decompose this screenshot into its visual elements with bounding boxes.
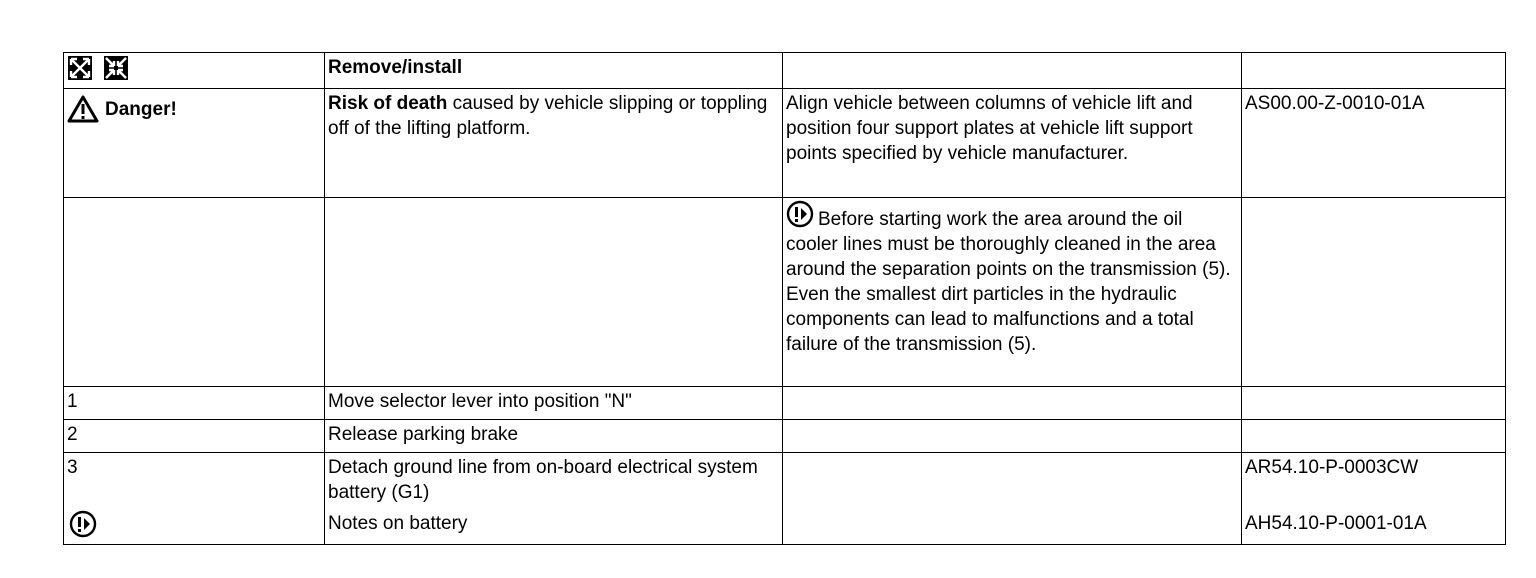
header-row bbox=[64, 53, 1506, 89]
step-text: Detach ground line from on-board electrical system battery (G1) bbox=[328, 457, 758, 503]
step-reference[interactable] bbox=[1242, 420, 1506, 453]
note-icon bbox=[69, 510, 97, 538]
danger-risk-text: Risk of death caused by vehicle slipping or toppling off of the lifting platform. bbox=[325, 89, 783, 198]
procedure-title: Remove/install bbox=[325, 53, 783, 89]
remove-install-symbols bbox=[64, 53, 325, 89]
step-reference[interactable]: AR54.10-P-0003CW bbox=[1245, 457, 1419, 478]
battery-notes-reference[interactable]: AH54.10-P-0001-01A bbox=[1245, 513, 1427, 534]
step-row bbox=[64, 387, 1506, 420]
step-text: Move selector lever into position "N" bbox=[325, 387, 783, 420]
step-text: Release parking brake bbox=[325, 420, 783, 453]
step-reference[interactable] bbox=[1242, 387, 1506, 420]
danger-row bbox=[64, 89, 1506, 198]
warning-triangle-icon bbox=[67, 95, 99, 123]
remove-icon bbox=[67, 55, 93, 81]
procedure-table bbox=[63, 52, 1506, 545]
step-number: 1 bbox=[64, 387, 325, 420]
danger-label: Danger! bbox=[67, 95, 177, 123]
cleaning-note: Before starting work the area around the oil cooler lines must be thoroughly cleaned in the area around the separation points on the transmission (5). Even the smallest dirt particles in the hydraulic components can lead to malfunctions and a total failure of the transmission (5). bbox=[783, 198, 1242, 387]
step-number: 3 bbox=[67, 457, 78, 478]
step-row-3 bbox=[64, 453, 1506, 545]
danger-measure-text: Align vehicle between columns of vehicle lift and position four support plates at vehicle lift support points specified by vehicle manufacturer. bbox=[783, 89, 1242, 198]
note-row bbox=[64, 198, 1506, 387]
step-row bbox=[64, 420, 1506, 453]
danger-reference[interactable]: AS00.00-Z-0010-01A bbox=[1242, 89, 1506, 198]
install-icon bbox=[103, 55, 129, 81]
battery-notes-text: Notes on battery bbox=[328, 513, 468, 534]
step-number: 2 bbox=[64, 420, 325, 453]
note-icon bbox=[786, 200, 814, 228]
